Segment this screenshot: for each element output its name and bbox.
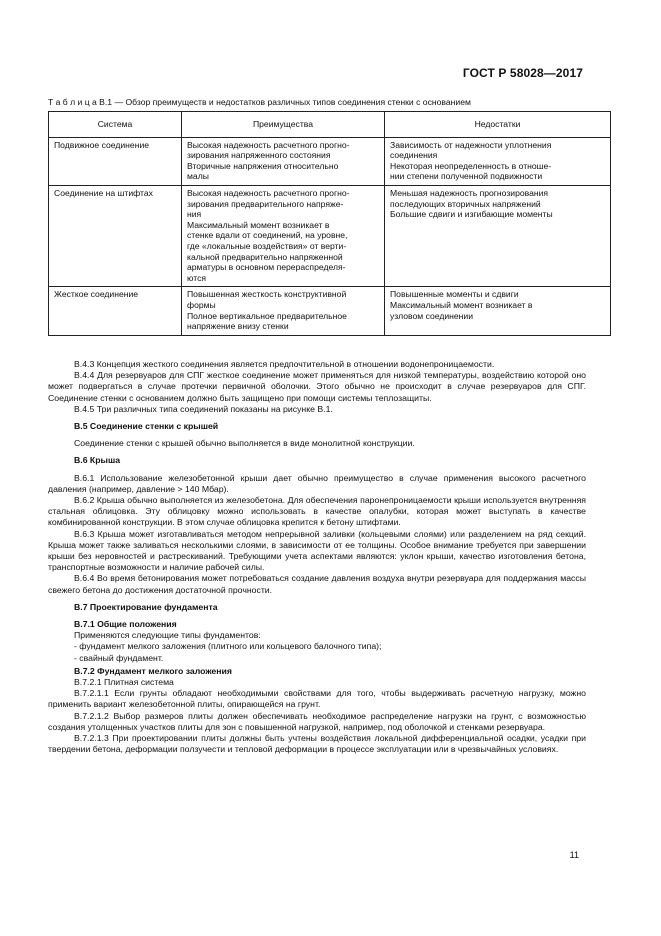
section-heading-b72: В.7.2 Фундамент мелкого заложения <box>74 665 232 676</box>
list-item: - фундамент мелкого заложения (плитного или кольцевого балочного типа); <box>74 641 382 652</box>
column-header-disadvantages: Недостатки <box>385 112 611 138</box>
cell-disadvantages: Повышенные моменты и сдвиги Максимальный момент возникает в узловом соединении <box>385 287 611 335</box>
paragraph-b7212: В.7.2.1.2 Выбор размеров плиты должен обеспечивать необходимое распределение нагрузки на грунт, с возможностью создания утолщенных участков плиты для зон с повышенной нагрузкой, например, под оболочкой и стенками резервуара. <box>48 710 586 732</box>
table-row <box>49 137 611 185</box>
section-heading-b71: В.7.1 Общие положения <box>74 619 177 630</box>
paragraph-b63: В.6.3 Крыша может изготавливаться методом непрерывной заливки (кольцевыми слоями) или разделением на ряд секций. Крыша может также заливаться несколькими слоями, в зависимости от ее толщины. Особое внимание требуется при завершении крыши без неровностей и растрескиваний. Требующими учета аспектами являются: уклон крыши, качество изготовления бетона, транспортные возможности и наличие рабочей силы. <box>48 528 586 573</box>
table-caption: Т а б л и ц а В.1 — Обзор преимуществ и недостатков различных типов соединения стенки с основанием <box>48 97 471 107</box>
section-heading-b5: В.5 Соединение стенки с крышей <box>74 421 219 432</box>
cell-system: Подвижное соединение <box>49 137 182 185</box>
cell-disadvantages: Зависимость от надежности уплотнения соединения Некоторая неопределенность в отноше- нии степени полученной подвижности <box>385 137 611 185</box>
paragraph-b61: В.6.1 Использование железобетонной крыши дает обычно преимущество в случае применения высокого расчетного давления (например, давление > 140 Мбар). <box>48 472 586 494</box>
cell-system: Соединение на штифтах <box>49 185 182 286</box>
cell-system: Жесткое соединение <box>49 287 182 335</box>
paragraph-b7213: В.7.2.1.3 При проектировании плиты должны быть учтены воздействия локальной дифференциальной осадки, усадки при твердении бетона, деформации ползучести и тепловой деформации в процессе эксплуатации или в чрезвычайных условиях. <box>48 733 586 755</box>
cell-disadvantages: Меньшая надежность прогнозирования последующих вторичных напряжений Большие сдвиги и изгибающие моменты <box>385 185 611 286</box>
cell-advantages: Высокая надежность расчетного прогно- зирования напряженного состояния Вторичные напряжения относительно малы <box>182 137 385 185</box>
paragraph-b5: Соединение стенки с крышей обычно выполняется в виде монолитной конструкции. <box>74 438 415 449</box>
paragraph-b721: В.7.2.1 Плитная система <box>74 677 174 688</box>
table-row <box>49 185 611 286</box>
standard-header: ГОСТ Р 58028—2017 <box>462 66 583 80</box>
paragraph-b44: В.4.4 Для резервуаров для СПГ жесткое соединение может применяться для низкой температуры, воздействию которой оно может подвергаться в случае протечки первичной оболочки. Этого обычно не происходит в случае резервуаров для СПГ. Соединение стенки с основанием должно быть защищено при помощи системы теплозащиты. <box>48 370 586 403</box>
paragraph-b45: В.4.5 Три различных типа соединений показаны на рисунке В.1. <box>74 403 333 414</box>
section-heading-b7: В.7 Проектирование фундамента <box>74 601 218 612</box>
column-header-system: Система <box>49 112 182 138</box>
paragraph-b71: Применяются следующие типы фундаментов: <box>74 630 261 641</box>
column-header-advantages: Преимущества <box>182 112 385 138</box>
cell-advantages: Повышенная жесткость конструктивной формы Полное вертикальное предварительное напряжение внизу стенки <box>182 287 385 335</box>
cell-advantages: Высокая надежность расчетного прогно- зирования предварительного напряже- ния Максимальный момент возникает в стенке вдали от соединений, на уровне, где «локальные воздействия» от верти- кальной предварительно напряженной арматуры в основном перераспределя- ются <box>182 185 385 286</box>
table-header-row <box>49 112 611 138</box>
paragraph-b7211: В.7.2.1.1 Если грунты обладают необходимыми свойствами для того, чтобы выдерживать расчетную нагрузку, можно применить вариант железобетонной плиты, опирающейся на грунт. <box>48 688 586 710</box>
comparison-table <box>48 111 611 336</box>
body-text <box>48 359 586 756</box>
paragraph-b43: В.4.3 Концепция жесткого соединения является предпочтительной в отношении водонепроницаемости. <box>74 359 495 369</box>
paragraph-b64: В.6.4 Во время бетонирования может потребоваться создание давления воздуха внутри резервуара для поддержания массы свежего бетона до достижения достаточной прочности. <box>48 573 586 595</box>
page-number: 11 <box>569 850 579 860</box>
paragraph-b62: В.6.2 Крыша обычно выполняется из железобетона. Для обеспечения паронепроницаемости крыши используется внутренняя стальная облицовка. Эту облицовку можно использовать в качестве опалубки, которая может выступать в качестве комбинированной конструкции. В этом случае облицовка крепится к бетону штифтами. <box>48 495 586 528</box>
table-row <box>49 287 611 335</box>
list-item: - свайный фундамент. <box>74 652 164 663</box>
section-heading-b6: В.6 Крыша <box>74 455 121 466</box>
